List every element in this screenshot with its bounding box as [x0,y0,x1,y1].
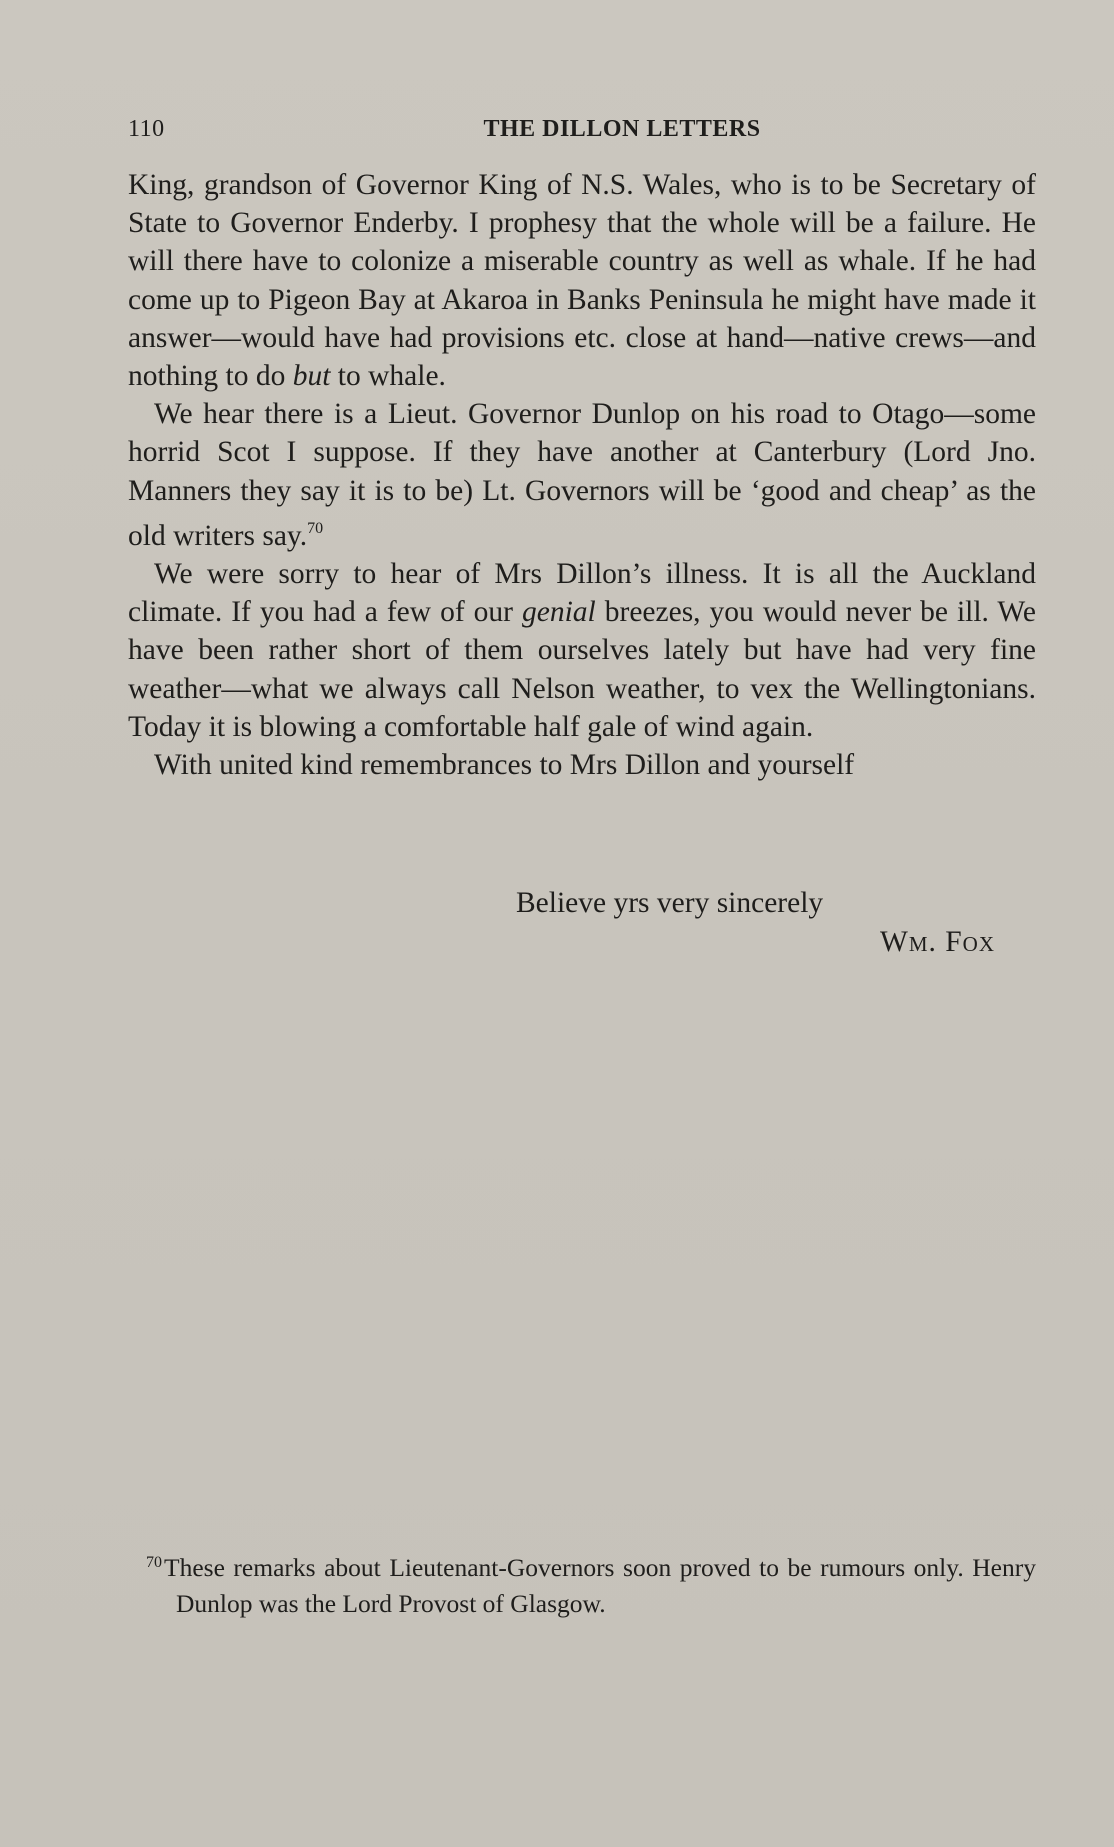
footnote-reference: 70 [307,519,324,537]
paragraph-4 [128,746,1036,784]
paragraph-text: We hear there is a Lieut. Governor Dunlop on his road to Otago—some horrid Scot I suppose. If they have another at Canterbury (Lord Jno. Manners they say it is to be) Lt. Governors will be ‘good and cheap’ as the old writers say. [128,398,1036,552]
running-title: THE DILLON LETTERS [483,116,761,142]
italic-text: genial [521,596,596,629]
letter-body [128,166,1036,784]
footnote-marker: 70 [146,1554,162,1571]
page-number: 110 [128,116,165,142]
valediction: Believe yrs very sincerely [516,887,824,919]
paragraph-1 [128,166,1036,395]
paragraph-text: breezes, you would never be ill. We have been rather short of them ourselves lately but have had very fine weather—what we always call Nelson weather, to vex the Wellingtonians. Today it is blowing a comfortable half gale of wind again. [128,596,1036,743]
italic-text: but [292,360,331,393]
paragraph-text: King, grandson of Governor King of N.S. Wales, who is to be Secretary of State to Governor Enderby. I prophesy that the whole will be a failure. He will there have to colonize a miserable country as well as whale. If he had come up to Pigeon Bay at Akaroa in Banks Peninsula he might have made it answer—would have had provisions etc. close at hand—native crews—and nothing to do [128,169,1036,393]
footnote-paragraph [146,1545,1036,1622]
footnote-text: These remarks about Lieutenant-Governors soon proved to be rumours only. Henry Dunlop was the Lord Provost of Glasgow. [164,1553,1036,1618]
paragraph-text: With united kind remembrances to Mrs Dillon and yourself [154,749,855,782]
running-head [128,116,1036,152]
footnote [146,1545,1036,1622]
paragraph-3 [128,555,1036,746]
paragraph-text: We were sorry to hear of Mrs Dillon’s illness. It is all the Auckland climate. If you had a few of our [128,558,1036,629]
paragraph-2 [128,395,1036,555]
paragraph-text: to whale. [330,360,446,393]
signature: Wm. Fox [880,926,996,958]
